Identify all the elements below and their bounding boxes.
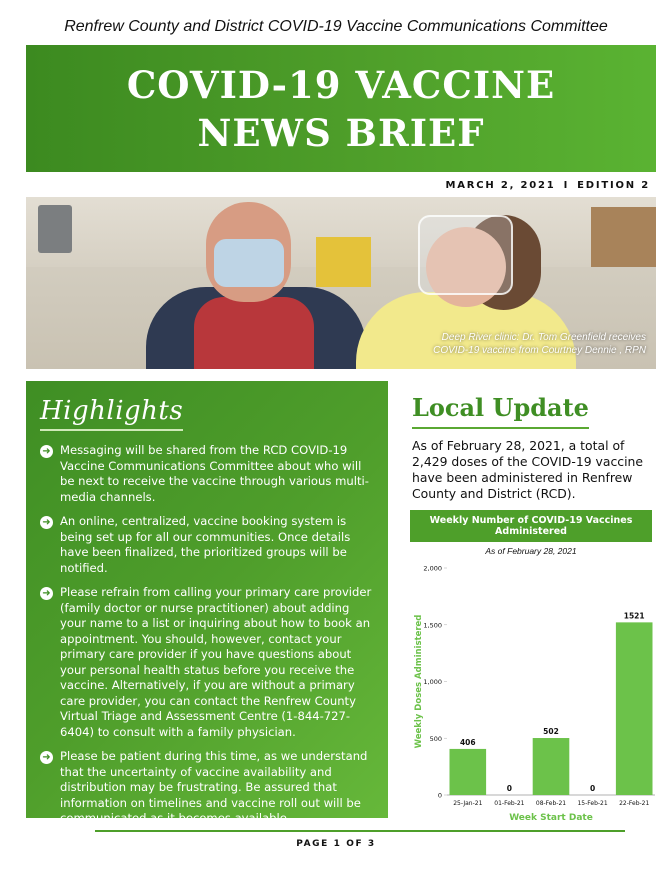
- footer-rule: [95, 830, 625, 832]
- chart-title: Weekly Number of COVID-19 Vaccines Administered: [410, 510, 652, 542]
- highlights-panel: [26, 381, 388, 825]
- sharps-container: [316, 237, 371, 287]
- bar-value-label: 406: [459, 737, 476, 747]
- highlight-text: Please be patient during this time, as we understand that the uncertainty of vaccine availability and distribution may be frustrating. Be assured that information on timelines and vaccine roll out will be communicated as it becomes available.: [60, 749, 368, 825]
- photo-caption: [433, 331, 646, 357]
- bar: [449, 749, 486, 795]
- arrow-circle-icon: ➜: [40, 516, 53, 529]
- y-tick-label: 0: [437, 791, 442, 800]
- highlight-text: Messaging will be shared from the RCD COVID-19 Vaccine Communications Committee about who will be next to receive the vaccine through various multi-media channels.: [60, 443, 369, 504]
- dateline-separator: I: [563, 180, 570, 191]
- highlight-item: [40, 749, 374, 827]
- y-axis-title: Weekly Doses Administered: [414, 614, 424, 749]
- title-banner: [26, 45, 656, 172]
- bar-value-label: 502: [543, 727, 559, 737]
- highlight-item: [40, 443, 374, 505]
- caption-line-1: Deep River clinic: Dr. Tom Greenfield receives: [441, 332, 646, 343]
- issue-date: MARCH 2, 2021: [445, 180, 556, 191]
- y-tick-label: 500: [429, 734, 442, 743]
- highlights-title: Highlights: [40, 395, 183, 431]
- clinic-photo: [26, 197, 656, 369]
- bar-value-label: 0: [506, 784, 513, 793]
- dateline: [446, 180, 651, 191]
- highlight-text: An online, centralized, vaccine booking system is being set up for all our communities. Once details have been finalized, the prioritized groups will be notified.: [60, 514, 351, 575]
- x-tick-label: 15-Feb-21: [577, 800, 608, 807]
- y-tick-label: 1,000: [423, 678, 442, 686]
- newsletter-title-line2: NEWS BRIEF: [197, 110, 485, 155]
- y-tick-label: 1,500: [423, 621, 442, 630]
- page-number: PAGE 1 OF 3: [296, 839, 376, 849]
- bar: [616, 622, 653, 795]
- committee-name: Renfrew County and District COVID-19 Vaccine Communications Committee: [64, 18, 608, 35]
- doses-bar-chart: [405, 558, 665, 828]
- face-shield: [418, 215, 513, 295]
- edition-number: EDITION 2: [577, 180, 650, 191]
- x-axis-title: Week Start Date: [509, 813, 593, 823]
- highlight-item: [40, 585, 374, 740]
- chart-subtitle: As of February 28, 2021: [485, 546, 577, 556]
- trash-bin: [38, 205, 72, 253]
- bar-value-label: 1521: [623, 611, 645, 621]
- bar-value-label: 0: [589, 784, 596, 793]
- caption-line-2: COVID-19 vaccine from Courtney Dennie , RPN: [433, 345, 646, 356]
- patient-shirt: [194, 297, 314, 369]
- arrow-circle-icon: ➜: [40, 445, 53, 458]
- highlight-item: [40, 514, 374, 576]
- cardboard-boxes: [591, 207, 656, 267]
- x-tick-label: 22-Feb-21: [619, 800, 650, 807]
- patient-mask: [214, 239, 284, 287]
- local-update-body: As of February 28, 2021, a total of 2,429 doses of the COVID-19 vaccine have been administered in Renfrew County and District (RCD).: [412, 438, 643, 501]
- arrow-circle-icon: ➜: [40, 751, 53, 764]
- newsletter-title-line1: COVID-19 VACCINE: [126, 62, 556, 107]
- highlights-list: [40, 443, 374, 827]
- highlight-text: Please refrain from calling your primary care provider (family doctor or nurse practitioner) about adding your name to a list or inquiring about how to book an appointment. You should, however, contact your primary care provider if you have questions about your personal health status before you receive the vaccine. Alternatively, if you are without a primary care provider, you can contact the Renfrew County Virtual Triage and Assessment Centre (1-844-727-6404) to consult with a family physician.: [60, 585, 372, 739]
- x-tick-label: 08-Feb-21: [535, 800, 567, 807]
- local-update-title: Local Update: [412, 392, 589, 429]
- x-tick-label: 25-Jan-21: [453, 800, 483, 807]
- local-update-section: [412, 392, 652, 502]
- x-tick-label: 01-Feb-21: [494, 800, 525, 807]
- bar: [533, 738, 570, 795]
- arrow-circle-icon: ➜: [40, 587, 53, 600]
- y-tick-label: 2,000: [423, 564, 442, 573]
